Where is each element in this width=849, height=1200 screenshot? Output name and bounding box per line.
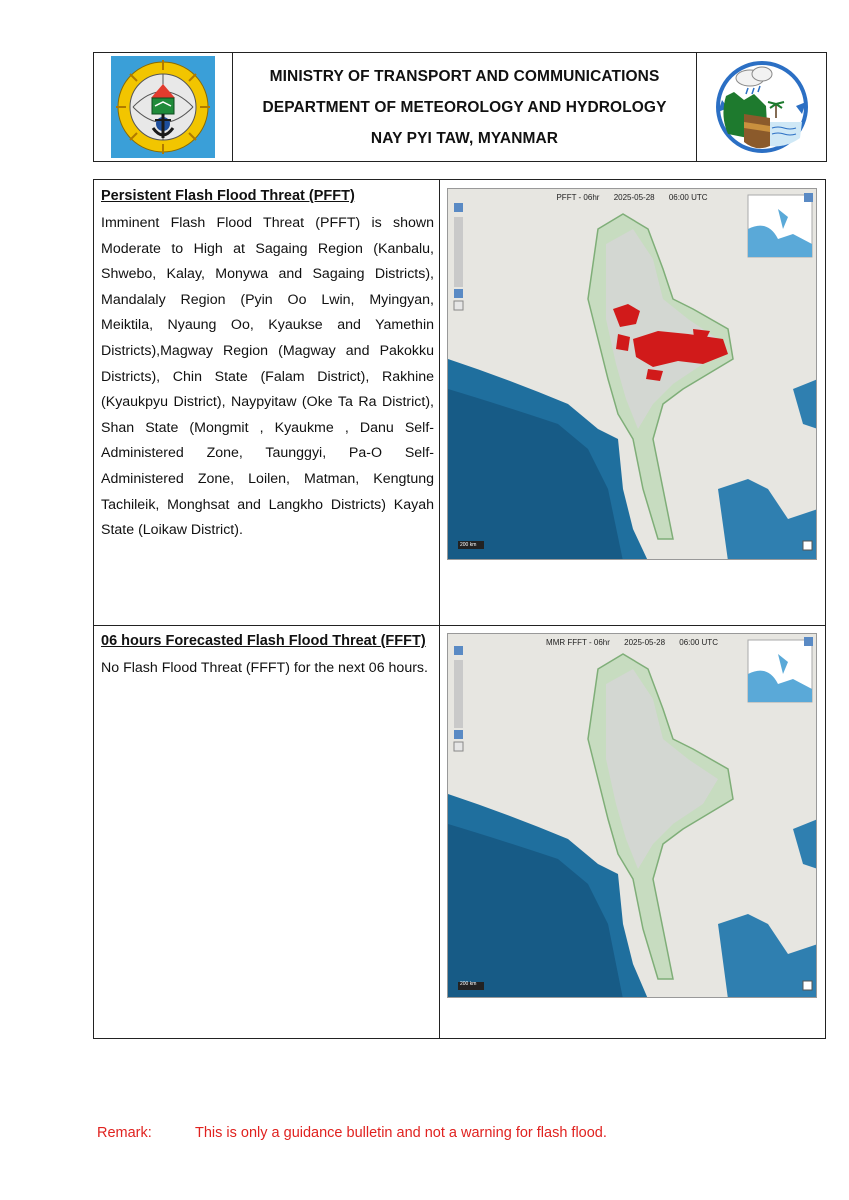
ffft-map-product: MMR FFFT - 06hr xyxy=(546,638,610,647)
pfft-map-graphic xyxy=(448,189,817,560)
ministry-emblem-icon xyxy=(111,56,215,158)
letterhead xyxy=(93,52,827,162)
ffft-map-date: 2025-05-28 xyxy=(624,638,666,647)
ffft-map[interactable] xyxy=(447,633,817,998)
ffft-description: No Flash Flood Threat (FFFT) for the next 06 hours. xyxy=(101,660,428,676)
location-title: NAY PYI TAW, MYANMAR xyxy=(370,129,559,147)
ministry-title: MINISTRY OF TRANSPORT AND COMMUNICATIONS xyxy=(269,67,660,85)
ffft-map-scale: 200 km xyxy=(460,981,477,987)
left-logo-cell xyxy=(94,53,233,161)
remark-label: Remark: xyxy=(97,1125,152,1141)
remark xyxy=(97,1125,607,1141)
ffft-text xyxy=(101,631,434,682)
right-logo-cell xyxy=(697,53,826,161)
pfft-map-scale: 200 km xyxy=(460,542,477,548)
header-titles xyxy=(233,53,697,161)
pfft-map-time: 06:00 UTC xyxy=(668,193,708,202)
ffft-map-time: 06:00 UTC xyxy=(679,638,718,647)
remark-text: This is only a guidance bulletin and not a warning for flash flood. xyxy=(195,1125,607,1141)
ffft-title: 06 hours Forecasted Flash Flood Threat (FFFT) xyxy=(101,633,426,649)
ffft-map-graphic xyxy=(448,634,817,998)
bulletin-table xyxy=(93,179,826,1039)
ffft-map-caption xyxy=(448,638,816,647)
pfft-text xyxy=(101,186,434,544)
department-title: DEPARTMENT OF METEOROLOGY AND HYDROLOGY xyxy=(262,98,667,116)
pfft-map[interactable] xyxy=(447,188,817,560)
hydrology-cycle-icon xyxy=(710,56,814,158)
pfft-map-date: 2025-05-28 xyxy=(613,193,655,202)
pfft-title: Persistent Flash Flood Threat (PFFT) xyxy=(101,188,355,204)
pfft-description: Imminent Flash Flood Threat (PFFT) is shown Moderate to High at Sagaing Region (Kanbalu, Shwebo, Kalay, Monywa and Sagaing Districts), Mandalaly Region (Pyin Oo Lwin, Myingyan, Meiktila, Nyaung Oo, Kyaukse and Yamethin Districts),Magway Region (Magway and Pakokku Districts), Chin State (Falam District), Rakhine (Kyaukpyu District), Naypyitaw (Oke Ta Ra District), Shan State (Mongmit , Kyaukme , Danu Self-Administered Zone, Taunggyi, Pa-O Self-Administered Zone, Loilen, Matman, Kengtung Tachileik, Monghsat and Langkho Districts) Kayah State (Loikaw District). xyxy=(101,215,434,539)
pfft-row xyxy=(94,180,825,626)
pfft-map-product: PFFT - 06hr xyxy=(556,193,600,202)
pfft-map-caption xyxy=(448,193,816,202)
ffft-row xyxy=(94,625,825,1038)
